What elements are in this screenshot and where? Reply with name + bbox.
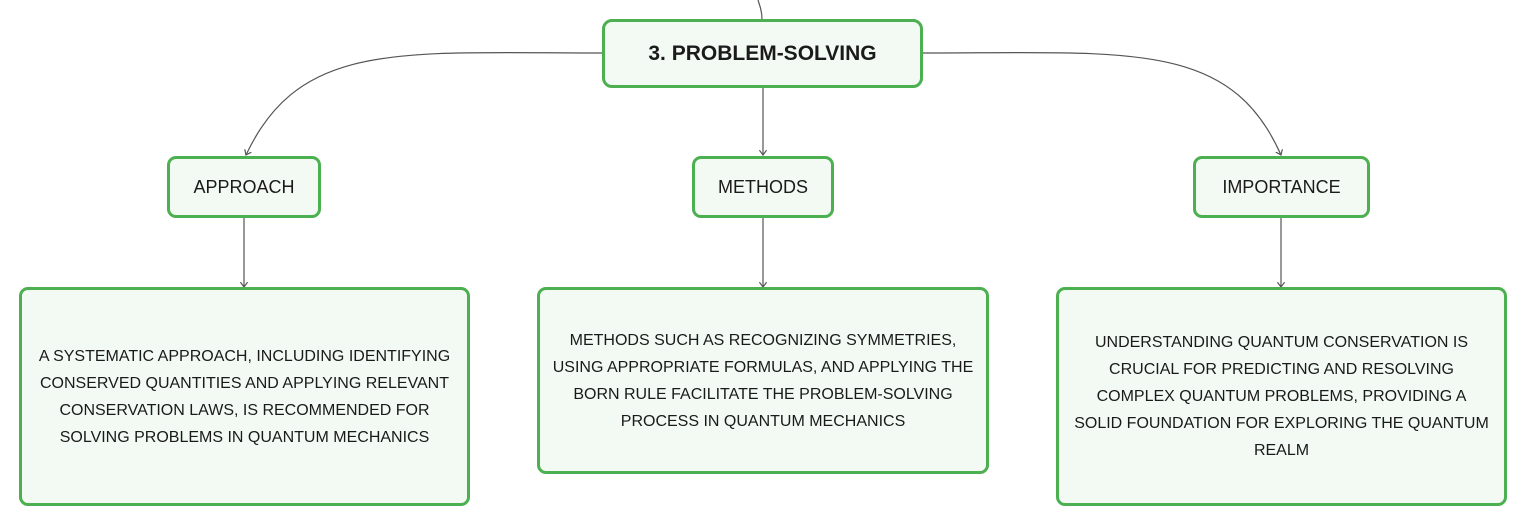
approach-detail-text: A SYSTEMATIC APPROACH, INCLUDING IDENTIFYING CONSERVED QUANTITIES AND APPLYING RELEVANT CONSERVATION LAWS, IS RECOMMENDED FOR SOLVING PROBLEMS IN QUANTUM MECHANICS — [38, 347, 451, 446]
branch-importance[interactable] — [1193, 156, 1370, 218]
methods-detail-node[interactable] — [537, 287, 989, 474]
root-node[interactable] — [602, 19, 923, 88]
root-title: 3. PROBLEM-SOLVING — [648, 41, 877, 65]
branch-methods[interactable] — [692, 156, 834, 218]
methods-detail-text: METHODS SUCH AS RECOGNIZING SYMMETRIES, USING APPROPRIATE FORMULAS, AND APPLYING THE BORN RULE FACILITATE THE PROBLEM-SOLVING PROCESS IN QUANTUM MECHANICS — [552, 331, 974, 430]
branch-approach-label: APPROACH — [193, 176, 295, 197]
branch-importance-label: IMPORTANCE — [1222, 176, 1341, 197]
importance-detail-node[interactable] — [1056, 287, 1507, 506]
approach-detail-node[interactable] — [19, 287, 470, 506]
branch-approach[interactable] — [167, 156, 321, 218]
connector-root-importance — [923, 53, 1281, 155]
importance-detail-text: UNDERSTANDING QUANTUM CONSERVATION IS CRUCIAL FOR PREDICTING AND RESOLVING COMPLEX QUANTUM PROBLEMS, PROVIDING A SOLID FOUNDATION FOR EXPLORING THE QUANTUM REALM — [1074, 334, 1489, 459]
branch-methods-label: METHODS — [718, 176, 808, 197]
incoming-connector — [758, 0, 762, 19]
connector-root-approach — [246, 53, 602, 155]
